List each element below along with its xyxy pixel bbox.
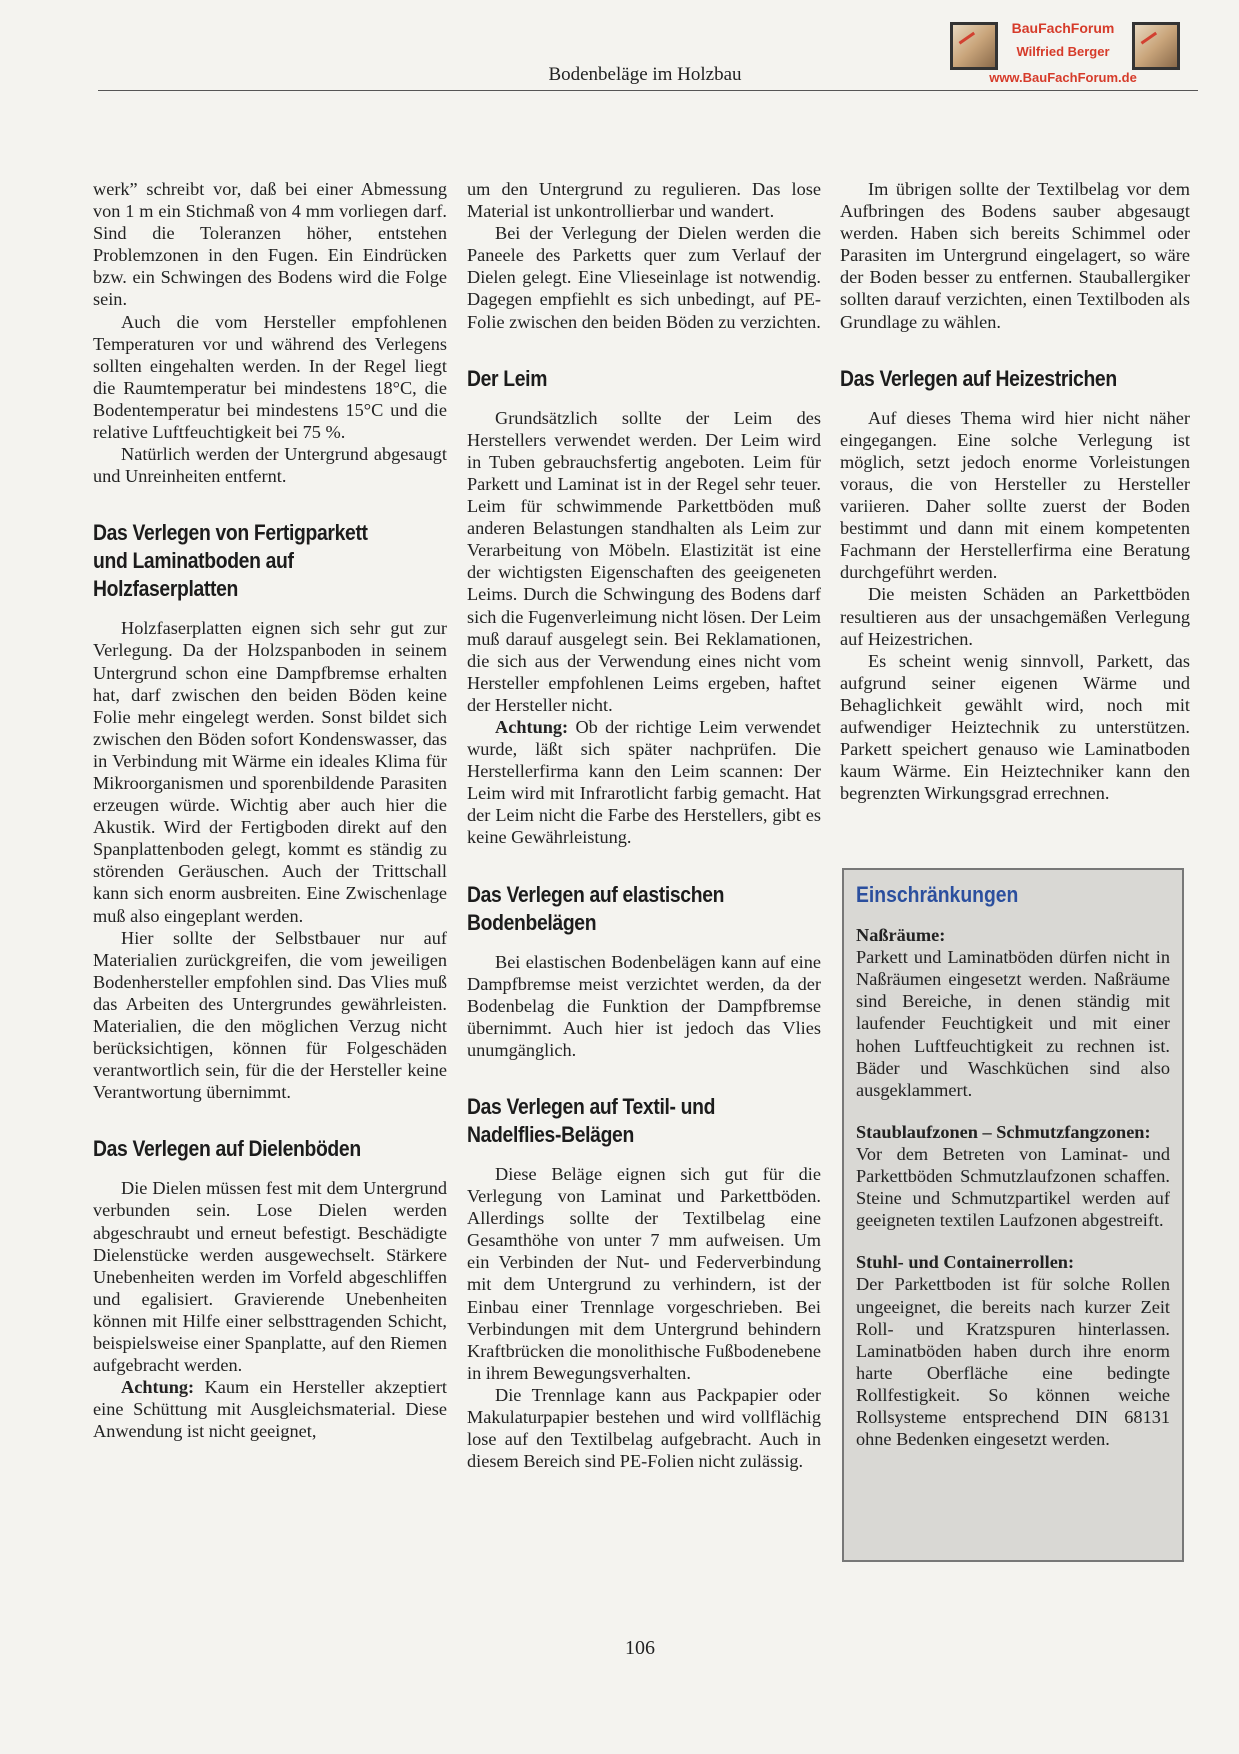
section-heading: Das Verlegen auf Dielenböden <box>93 1136 361 1162</box>
page-number: 106 <box>625 1637 655 1659</box>
column-2 <box>467 178 821 1472</box>
paragraph: um den Untergrund zu regulieren. Das lose Material ist unkontrollierbar und wandert. <box>467 179 821 222</box>
paragraph <box>93 1376 447 1442</box>
warning-label: Achtung: <box>121 1377 195 1398</box>
infobox-text: Der Parkettboden ist für solche Rollen ungeeignet, die bereits nach kurzer Zeit Roll- und Kratzspuren hinterlassen. Laminatböden haben durch ihre enorm harte Oberfläche eine bedingte Rollfestigkeit. So können weiche Rollsysteme entsprechend DIN 68131 ohne Bedenken eingesetzt werden. <box>856 1274 1170 1450</box>
column-3 <box>840 178 1190 804</box>
paragraph: Diese Beläge eignen sich gut für die Verlegung von Laminat und Parkettböden. Allerdings sollte der Textilbelag eine Gesamthöhe von unter 7 mm aufweisen. Um ein Verbinden der Nut- und Federverbindung mit dem Untergrund zu verhindern, ist der Einbau einer Trennlage vorgeschrieben. Bei Verbindungen mit dem Untergrund behindern Kraftbrücken die monolithische Fußbodenebene in ihrem Bewegungsverhalten. <box>467 1164 821 1383</box>
warning-text: Kaum ein Hersteller akzeptiert eine Schüttung mit Ausgleichsmaterial. Diese Anwendung ist nicht geeignet, <box>93 1377 447 1442</box>
section-heading: Das Verlegen auf elastischen Bodenbelägen <box>467 881 725 935</box>
header-divider <box>98 90 1198 91</box>
infobox-text: Parkett und Laminatböden dürfen nicht in Naßräumen eingesetzt werden. Naßräume sind Bereiche, in denen ständig mit laufender Feuchtigkeit und mit einer hohen Luftfeuchtigkeit zu rechnen ist. Bäder und Waschküchen sind also ausgeklammert. <box>856 947 1170 1100</box>
paragraph: Auf dieses Thema wird hier nicht näher eingegangen. Eine solche Verlegung ist möglich, setzt jedoch enorme Vorleistungen voraus, die von Hersteller zu Hersteller variieren. Daher sollte zuerst der Boden bestimmt und dann mit einem kompetenten Fachmann der Herstellerfirma eine Beratung durchgeführt werden. <box>840 407 1190 583</box>
section-heading: Das Verlegen auf Heizestrichen <box>840 365 1117 391</box>
infobox-title: Einschränkungen <box>856 882 1019 907</box>
logo-line-2: Wilfried Berger <box>1016 44 1110 59</box>
paragraph: Auch die vom Hersteller empfohlenen Temperaturen vor und während des Verlegens sollten eingehalten werden. In der Regel liegt die Raumtemperatur bei mindestens 18°C, die Bodentemperatur bei mindestens 15°C und die relative Luftfeuchtigkeit bei 75 %. <box>93 311 447 443</box>
paragraph: Im übrigen sollte der Textilbelag vor dem Aufbringen des Bodens sauber abgesaugt werden. Haben sich bereits Schimmel oder Parasiten im Untergrund eingelagert, so wäre der Boden besser zu entfernen. Stauballergiker sollten darauf verzichten, einen Textilboden als Grundlage zu wählen. <box>840 179 1190 332</box>
paragraph: Bei elastischen Bodenbelägen kann auf eine Dampfbremse meist verzichtet werden, da der Bodenbelag die Funktion der Dampfbremse übernimmt. Auch hier ist jedoch das Vlies unumgänglich. <box>467 951 821 1060</box>
logo-image-icon <box>1132 22 1180 70</box>
section-heading: Das Verlegen auf Textil- und Nadelflies-Belägen <box>467 1094 716 1147</box>
infobox-subheading: Stuhl- und Containerrollen: <box>856 1252 1075 1273</box>
warning-label: Achtung: <box>495 716 569 737</box>
infobox-subheading: Naßräume: <box>856 925 946 946</box>
infobox-subheading: Staublaufzonen – Schmutzfangzonen: <box>856 1121 1151 1142</box>
paragraph: Bei der Verlegung der Dielen werden die Paneele des Parketts quer zum Verlauf der Dielen gelegt. Eine Vlieseinlage ist notwendig. Dagegen empfiehlt es sich unbedingt, auf PE-Folie zwischen den beiden Böden zu verzichten. <box>467 223 821 332</box>
infobox-text: Vor dem Betreten von Laminat- und Parkettböden Schmutzlaufzonen schaffen. Steine und Schmutzpartikel werden auf geeigneten textilen Laufzonen abgestreift. <box>856 1143 1170 1231</box>
paragraph: Die Trennlage kann aus Packpapier oder Makulaturpapier bestehen und wird vollflächig lose auf den Textilbelag aufgebracht. Auch in diesem Bereich sind PE-Folien nicht zulässig. <box>467 1384 821 1472</box>
paragraph: Die meisten Schäden an Parkettböden resultieren aus der unsachgemäßen Verlegung auf Heizestrichen. <box>840 584 1190 649</box>
running-header: Bodenbeläge im Holzbau <box>548 64 742 85</box>
warning-text: Ob der richtige Leim verwendet wurde, läßt sich später nachprüfen. Die Herstellerfirma kann den Leim scannen: Der Leim wird mit Infrarotlicht farbig gemacht. Hat der Leim nicht die Farbe des Herstellers, gibt es keine Gewährleistung. <box>467 716 821 848</box>
paragraph: Holzfaserplatten eignen sich sehr gut zur Verlegung. Da der Holzspanboden in seinem Untergrund schon eine Dampfbremse erhalten hat, darf zwischen den beiden Böden keine Folie mehr eingelegt werden. Sonst bildet sich zwischen den Böden sofort Kondenswasser, das in Verbindung mit Wärme ein ideales Klima für Mikroorganismen und sporenbildende Parasiten erzeugen würde. Wichtig aber auch hier die Akustik. Wird der Fertigboden direkt auf den Spanplattenboden gelegt, kommt es ständig zu störenden Geräuschen. Auch der Trittschall kann sich enorm ausbreiten. Eine Zwischenlage muß also eingeplant werden. <box>93 618 447 926</box>
restrictions-infobox <box>842 868 1184 1562</box>
paragraph: Grundsätzlich sollte der Leim des Herstellers verwendet werden. Der Leim wird in Tuben gebrauchsfertig angeboten. Leim für Parkett und Laminat ist in der Regel sehr teuer. Leim für schwimmende Parkettböden muß anderen Belastungen standhalten als Leim zur Verarbeitung von Möbeln. Elastizität ist eine der wichtigsten Eigenschaften des geeigeneten Leims. Durch die Schwingung des Bodens darf sich die Fugenverleimung nicht lösen. Der Leim muß darauf ausgelegt sein. Bei Reklamationen, die sich aus der Verwendung eines nicht vom Hersteller empfohlenen Leims ergeben, haftet der Hersteller nicht. <box>467 407 821 715</box>
column-1 <box>93 178 447 1443</box>
section-heading: Der Leim <box>467 365 548 391</box>
paragraph: werk” schreibt vor, daß bei einer Abmessung von 1 m ein Stichmaß von 4 mm vorliegen darf. Sind die Toleranzen höher, entstehen Problemzonen in den Fugen. Ein Eindrücken bzw. ein Schwingen des Bodens wird die Folge sein. <box>93 179 447 310</box>
section-heading: Das Verlegen von Fertigparkett und Laminatboden auf Holzfaserplatten <box>93 520 368 602</box>
paragraph: Hier sollte der Selbstbauer nur auf Materialien zurückgreifen, die vom jeweiligen Bodenhersteller empfohlen sind. Das Vlies muß das Arbeiten des Untergrundes gewährleisten. Materialien, die den möglichen Verzug nicht berücksichtigen, können für Folgeschäden verantwortlich sein, für die der Hersteller keine Verantwortung übernimmt. <box>93 927 447 1103</box>
logo-url: www.BauFachForum.de <box>989 70 1137 85</box>
paragraph: Die Dielen müssen fest mit dem Untergrund verbunden sein. Lose Dielen werden abgeschraubt und erneut befestigt. Beschädigte Dielenstücke werden ausgewechselt. Stärkere Unebenheiten werden im Vorfeld abgeschliffen und egalisiert. Gravierende Unebenheiten können mit Hilfe einer selbsttragenden Schicht, beispielsweise einer Spanplatte, auf den Riemen aufgebracht werden. <box>93 1178 447 1376</box>
paragraph: Es scheint wenig sinnvoll, Parkett, das aufgrund seiner eigenen Wärme und Behaglichkeit gewählt wird, noch mit aufwendiger Heiztechnik zu unterstützen. Parkett speichert genauso wie Laminatboden kaum Wärme. Ein Heiztechniker kann den begrenzten Wirkungsgrad errechnen. <box>840 650 1190 804</box>
paragraph: Natürlich werden der Untergrund abgesaugt und Unreinheiten entfernt. <box>93 444 447 487</box>
logo-image-icon <box>950 22 998 70</box>
logo-line-1: BauFachForum <box>1011 20 1115 36</box>
paragraph <box>467 716 821 849</box>
